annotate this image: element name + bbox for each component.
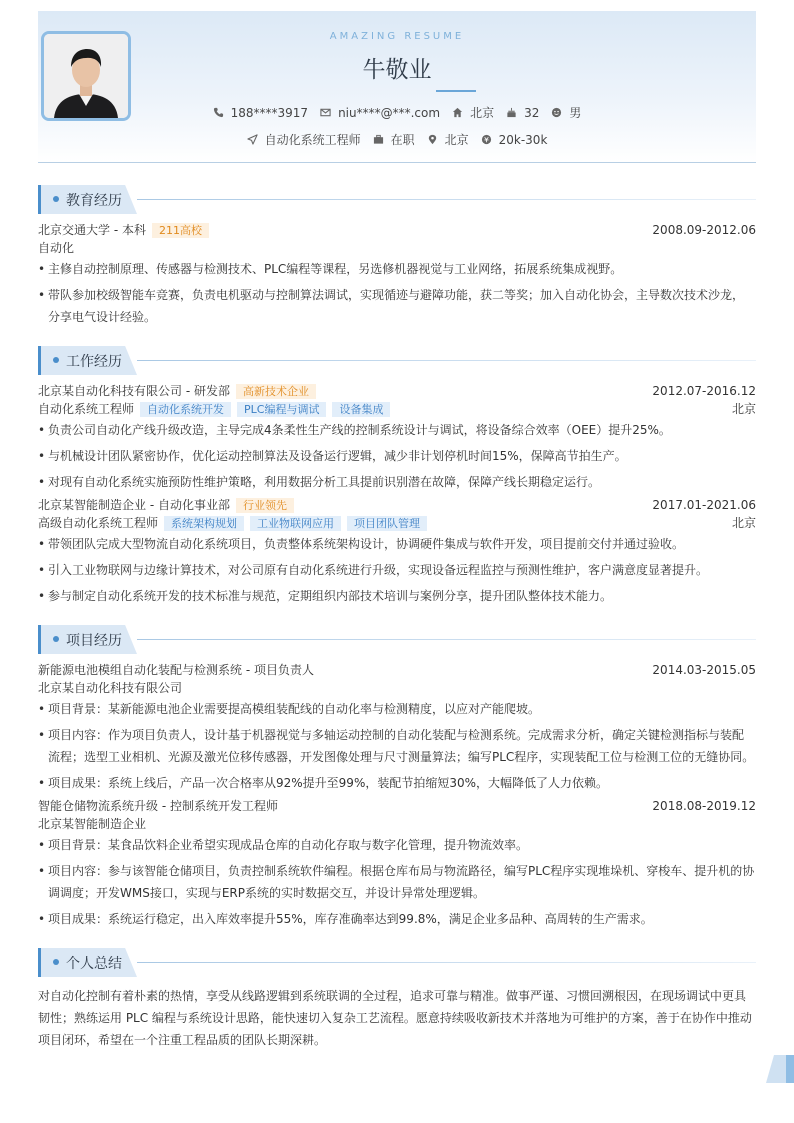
summary-line: 项目闭环，希望在一个注重工程品质的团队长期深耕。 [38, 1033, 327, 1047]
project-bullet: • 项目内容：参与该智能仓储项目，负责控制系统软件编程。根据仓库布局与物流路径，编写PLC程序实现堆垛机、穿梭车、提升机的协 [38, 860, 756, 882]
plane-icon [247, 134, 258, 145]
project-bullet: • 项目成果：系统上线后，产品一次合格率从92%提升至99%，装配节拍缩短30%，大幅降低了人力依赖。 [38, 772, 756, 794]
section-title: 教育经历 [66, 193, 122, 209]
mail-icon [320, 107, 331, 118]
skill-tag: 自动化系统开发 [140, 402, 231, 417]
project-name: 新能源电池模组自动化装配与检测系统 - 项目负责人 [38, 663, 314, 677]
major: 自动化 [38, 241, 75, 255]
summary-line: 对自动化控制有着朴素的热情，享受从线路逻辑到系统联调的全过程，追求可靠与精准。做事严谨、习惯回溯根因，在现场调试中更具 [38, 989, 747, 1003]
contact-row [38, 104, 756, 121]
section-work-header [38, 346, 756, 375]
contact-age-text: 32 [524, 105, 540, 120]
project-bullet: • 项目内容：作为项目负责人，设计基于机器视觉与多轴运动控制的自动化装配与检测系统。完成需求分析，确定关键检测指标与装配 [38, 724, 756, 746]
intent-row [38, 131, 756, 148]
skill-tag: PLC编程与调试 [237, 402, 326, 417]
section-education-header [38, 185, 756, 214]
contact-email-text: niu****@***.com [338, 105, 441, 120]
intent-salary-text: 20k-30k [498, 132, 548, 147]
job-bullet: • 参与制定自动化系统开发的技术标准与规范，定期组织内部技术培训与案例分享，提升团队整体技术能力。 [38, 585, 756, 607]
contact-age [506, 106, 539, 120]
education-bullet-continued: 分享电气设计经验。 [48, 310, 157, 324]
job-role: 高级自动化系统工程师 [38, 516, 159, 530]
skill-tag: 项目团队管理 [347, 516, 427, 531]
contact-home [452, 104, 494, 121]
job-bullet: • 带领团队完成大型物流自动化系统项目，负责整体系统架构设计，协调硬件集成与软件开发，项目提前交付并通过验收。 [38, 533, 756, 555]
project-title-row [38, 662, 756, 679]
education-bullet: • 主修自动控制原理、传感器与检测技术、PLC编程等课程，另选修机器视觉与工业网络，拓展系统集成视野。 [38, 258, 756, 280]
intent-status [373, 131, 415, 148]
project-title-row [38, 798, 756, 815]
project-org: 北京某自动化科技有限公司 [38, 681, 183, 695]
job-city: 北京 [731, 516, 756, 530]
summary-line: 韧性；熟练运用 PLC 编程与系统设计思路，能快速切入复杂工艺流程。愿意持续吸收新技术并落地为可维护的方案，善于在协作中推动 [38, 1011, 752, 1025]
project-bullet: • 项目成果：系统运行稳定，出入库效率提升55%，库存准确率达到99.8%，满足企业多品种、高周转的生产需求。 [38, 908, 756, 930]
brand-subtitle: AMAZING RESUME [329, 31, 465, 42]
intent-salary [481, 133, 548, 147]
intent-city [427, 131, 469, 148]
contact-email [320, 106, 440, 120]
contact-home-text: 北京 [470, 106, 495, 120]
project-bullet-continued: 流程；选型工业相机、光源及激光位移传感器，开发图像处理与尺寸测量算法；编写PLC程序，实现装配工位与检测工位的无缝协同。 [48, 750, 755, 764]
intent-position-text: 自动化系统工程师 [264, 133, 361, 147]
contact-gender [551, 104, 581, 121]
section-projects-header [38, 625, 756, 654]
education-school-row [38, 222, 756, 239]
education-bullet: • 带队参加校级智能车竞赛，负责电机驱动与控制算法调试，实现循迹与避障功能，获二等奖；加入自动化协会，主导数次技术沙龙， [38, 284, 756, 306]
job-company-row [38, 497, 756, 514]
project-bullet: • 项目背景：某新能源电池企业需要提高模组装配线的自动化率与检测精度，以应对产能爬坡。 [38, 698, 756, 720]
job-bullet: • 对现有自动化系统实施预防性维护策略，利用数据分析工具提前识别潜在故障，保障产线长期稳定运行。 [38, 471, 756, 493]
project-org: 北京某智能制造企业 [38, 817, 147, 831]
project-org-row [38, 680, 756, 697]
job-company: 北京某自动化科技有限公司 - 研发部 [38, 384, 230, 398]
skill-tag: 设备集成 [332, 402, 390, 417]
cake-icon [506, 107, 517, 118]
intent-status-text: 在职 [390, 133, 415, 147]
project-date: 2018.08-2019.12 [652, 799, 756, 813]
job-bullet: • 与机械设计团队紧密协作，优化运动控制算法及设备运行逻辑，减少非计划停机时间15%，保障高节拍生产。 [38, 445, 756, 467]
school-tag: 211高校 [152, 223, 209, 238]
education-major-row [38, 240, 756, 257]
section-title: 工作经历 [66, 354, 122, 370]
salary-icon [481, 134, 492, 145]
job-city: 北京 [731, 402, 756, 416]
contact-phone-text: 188****3917 [230, 105, 309, 120]
page-corner-decoration [766, 1055, 794, 1083]
section-summary-header [38, 948, 756, 977]
candidate-name: 牛敬业 [362, 57, 432, 83]
job-role-row [38, 515, 756, 532]
project-bullet-continued: 调调度；开发WMS接口，实现与ERP系统的实时数据交互，并设计异常处理逻辑。 [48, 886, 485, 900]
project-date: 2014.03-2015.05 [652, 663, 756, 677]
job-role-row [38, 401, 756, 418]
resume-header [38, 11, 756, 163]
company-tag: 高新技术企业 [236, 384, 316, 399]
contact-phone [213, 106, 308, 120]
home-icon [452, 107, 463, 118]
section-title: 个人总结 [66, 956, 122, 972]
project-bullet: • 项目背景：某食品饮料企业希望实现成品仓库的自动化存取与数字化管理，提升物流效率。 [38, 834, 756, 856]
phone-icon [213, 107, 224, 118]
school-name: 北京交通大学 - 本科 [38, 223, 146, 237]
gender-icon [551, 107, 562, 118]
project-name: 智能仓储物流系统升级 - 控制系统开发工程师 [38, 799, 278, 813]
job-bullet: • 负责公司自动化产线升级改造，主导完成4条柔性生产线的控制系统设计与调试，将设备综合效率（OEE）提升25%。 [38, 419, 756, 441]
job-role: 自动化系统工程师 [38, 402, 135, 416]
education-date: 2008.09-2012.06 [652, 223, 756, 237]
section-title: 项目经历 [66, 633, 122, 649]
briefcase-icon [373, 134, 384, 145]
skill-tag: 系统架构规划 [164, 516, 244, 531]
company-tag: 行业领先 [236, 498, 294, 513]
intent-position [247, 131, 361, 148]
location-icon [427, 134, 438, 145]
job-company-row [38, 383, 756, 400]
job-date: 2012.07-2016.12 [652, 384, 756, 398]
name-underline [436, 90, 476, 92]
job-bullet: • 引入工业物联网与边缘计算技术，对公司原有自动化系统进行升级，实现设备远程监控与预测性维护，客户满意度显著提升。 [38, 559, 756, 581]
skill-tag: 工业物联网应用 [250, 516, 341, 531]
intent-city-text: 北京 [444, 133, 469, 147]
contact-gender-text: 男 [569, 106, 582, 120]
job-date: 2017.01-2021.06 [652, 498, 756, 512]
project-org-row [38, 816, 756, 833]
job-company: 北京某智能制造企业 - 自动化事业部 [38, 498, 230, 512]
